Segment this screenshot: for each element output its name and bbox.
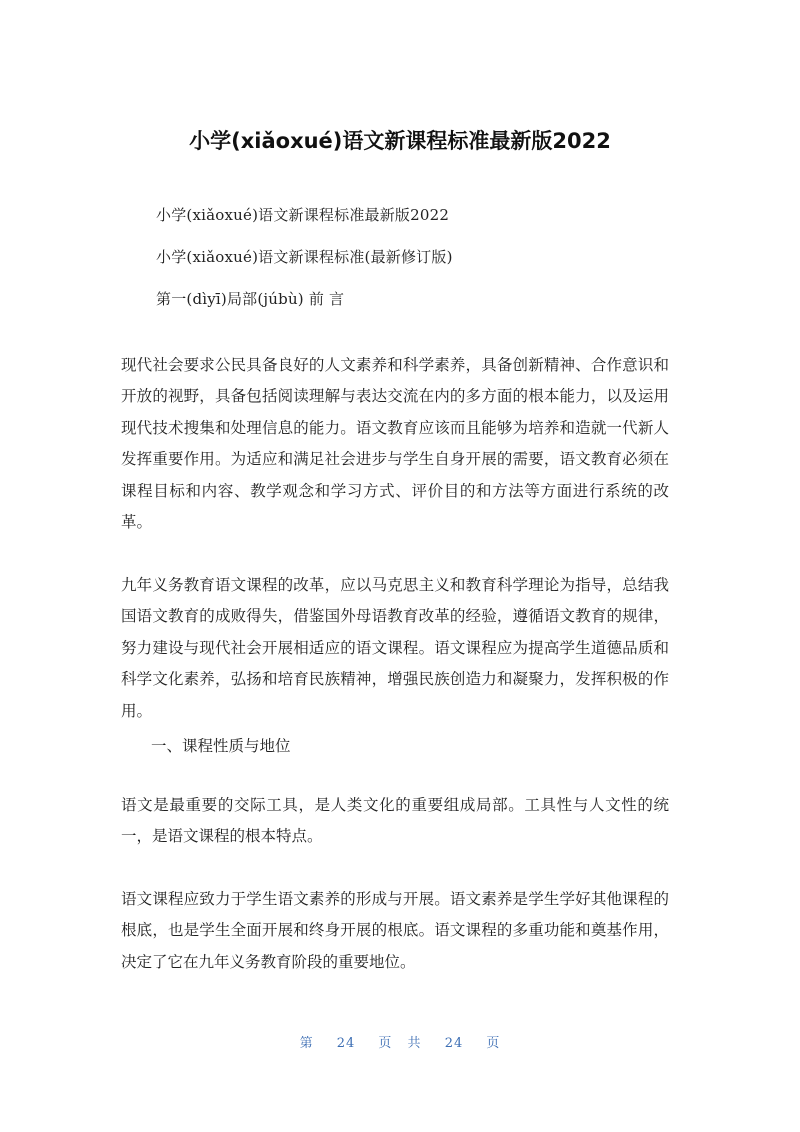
footer-suffix: 页 — [486, 1036, 501, 1051]
section-heading: 一、课程性质与地位 — [151, 737, 291, 755]
subtitle-line: 小学(xiǎoxué)语文新课程标准最新版2022 — [156, 206, 450, 224]
paragraph-literacy: 语文课程应致力于学生语文素养的形成与开展。语文素养是学生学好其他课程的根底，也是学生全面开展和终身开展的根底。语文课程的多重功能和奠基作用，决定了它在九年义务教育阶段的重要地位。 — [121, 890, 669, 971]
part-heading: 第一(dìyī)局部(júbù) 前 言 — [156, 290, 345, 308]
paragraph-reform: 九年义务教育语文课程的改革，应以马克思主义和教育科学理论为指导，总结我国语文教育的成败得失，借鉴国外母语教育改革的经验，遵循语文教育的规律，努力建设与现代社会开展相适应的语文课程。语文课程应为提高学生道德品质和科学文化素养，弘扬和培育民族精神，增强民族创造力和凝聚力，发挥积极的作用。 — [121, 576, 669, 720]
footer-prefix: 第 — [299, 1036, 314, 1051]
subtitle-revision-line: 小学(xiǎoxué)语文新课程标准(最新修订版) — [156, 248, 453, 266]
paragraph-intro: 现代社会要求公民具备良好的人文素养和科学素养，具备创新精神、合作意识和开放的视野，具备包括阅读理解与表达交流在内的多方面的根本能力，以及运用现代技术搜集和处理信息的能力。语文教育应该而且能够为培养和造就一代新人发挥重要作用。为适应和满足社会进步与学生自身开展的需要，语文教育必须在课程目标和内容、教学观念和学习方式、评价目的和方法等方面进行系统的改革。 — [121, 356, 669, 532]
total-page-count: 24 — [444, 1036, 464, 1051]
current-page-number: 24 — [336, 1036, 356, 1051]
paragraph-nature: 语文是最重要的交际工具，是人类文化的重要组成局部。工具性与人文性的统一，是语文课程的根本特点。 — [121, 796, 669, 846]
document-title: 小学(xiǎoxué)语文新课程标准最新版2022 — [189, 129, 611, 153]
page-footer — [0, 1032, 800, 1051]
footer-mid: 页 共 — [378, 1036, 422, 1051]
